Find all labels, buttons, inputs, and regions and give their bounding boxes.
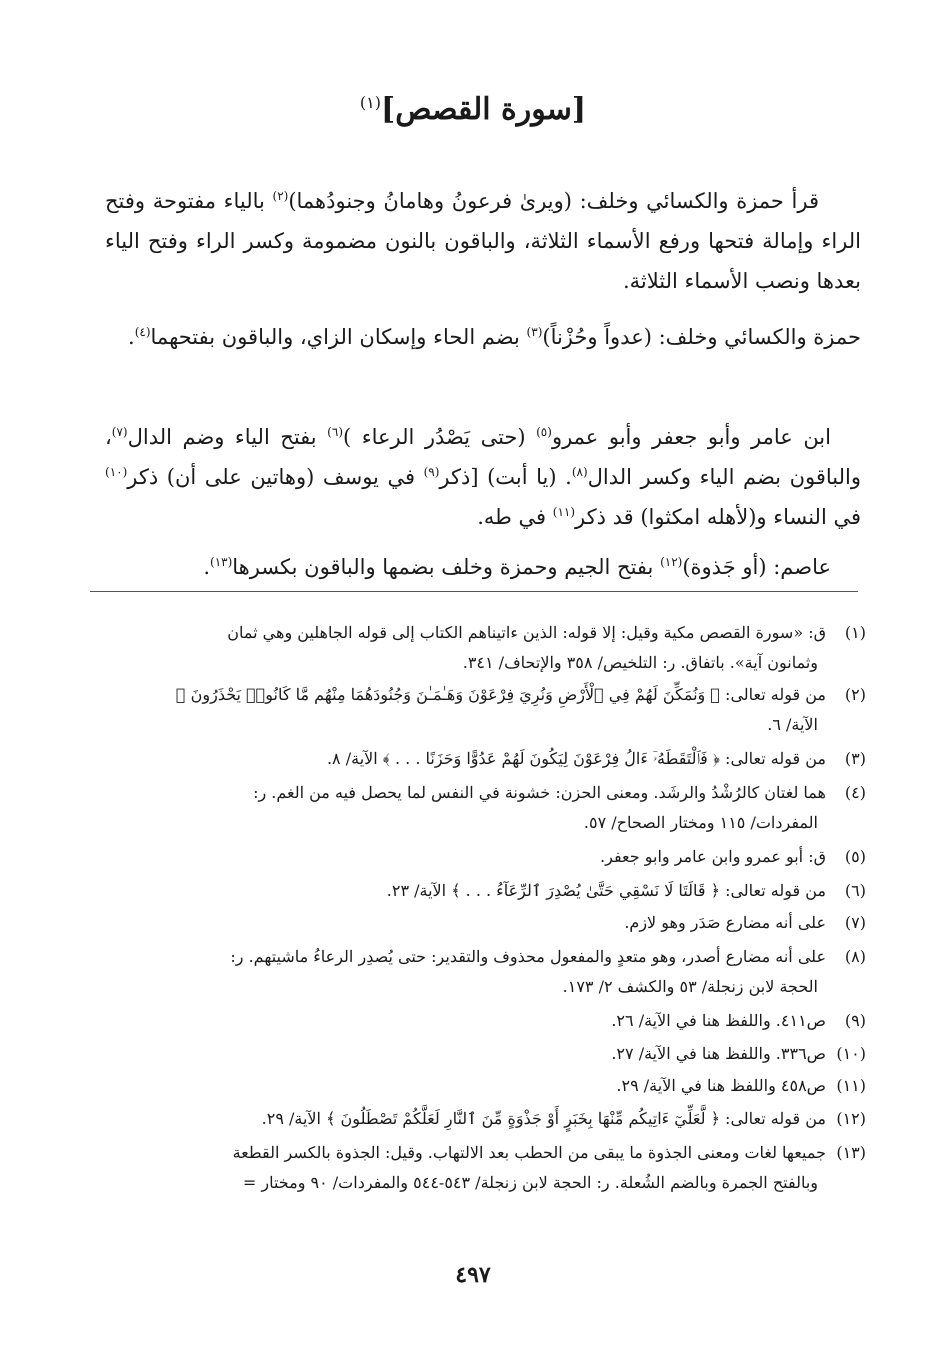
footnote-text: من قوله تعالى: ﴿ لَّعَلِّيٓ ءَاتِيكُم مِّنْهَا بِخَبَرٍ أَوْ جَذْوَةٍ مِّنَ ٱلنَّارِ لَعَلَّكُمْ تَصْطَلُونَ ﴾ الآية/ ٢٩. [261,1109,826,1128]
footnote-continuation: المفردات/ ١١٥ ومختار الصحاح/ ٥٧. [583,813,818,832]
footnote-text: ص٣٣٦. واللفظ هنا في الآية/ ٢٧. [611,1044,826,1063]
surah-title-text: [سورة القصص] [381,92,587,127]
footnote-text: جميعها لغات ومعنى الجذوة ما يبقى من الحطب بعد الالتهاب. وقيل: الجذوة بالكسر القطعة [232,1143,826,1162]
paragraph-4 [105,547,861,587]
surah-title [0,92,946,127]
footnote-ref-7: (٧) [111,425,128,439]
footnote-number: (٦) [844,881,866,900]
footnote-number: (٤) [844,783,866,802]
paragraph-1-text-a: قرأ حمزة والكسائي وخلف: (ويرىٰ فرعونُ وهامانُ وجنودُهما) [288,189,819,213]
footnote-ref-4: (٤) [134,325,151,339]
footnote-ref-2: (٢) [272,189,289,203]
footnote-continuation: الحجة لابن زنجلة/ ٥٣ والكشف ٢/ ١٧٣. [562,977,818,996]
footnote-number: (١٠) [836,1044,866,1063]
paragraph-3-text-g: في النساء و(لأهله امكثوا) قد ذكر [575,505,861,529]
footnote-text: ق: «سورة القصص مكية وقيل: إلا قوله: الذين ءاتيناهم الكتاب إلى قوله الجاهلين وهي ثمان [227,623,826,642]
footnote-13 [100,1138,866,1198]
footnote-text: من قوله تعالى: ﴿ وَنُمَكِّنَ لَهُمْ فِي ٱلْأَرْضِ وَنُرِيَ فِرْعَوْنَ وَهَـٰمَـٰنَ وَجُنُودَهُمَا مِنْهُم مَّا كَانُوا۟ يَحْذَرُونَ ﴾ [175,685,826,704]
paragraph-4-text-b: بفتح الجيم وحمزة وخلف بضمها والباقون بكسرها [232,555,661,579]
footnote-text: ص٤١١. واللفظ هنا في الآية/ ٢٦. [611,1011,826,1030]
footnote-9 [100,1006,866,1036]
footnote-line [100,1104,866,1134]
footnote-ref-5: (٥) [536,425,552,439]
footnote-5 [100,842,866,872]
paragraph-3 [105,417,861,537]
footnote-text: على أنه مضارع أصدر، وهو متعدٍ والمفعول محذوف والتقدير: حتى يُصدِر الرعاءُ ماشيتهم. ر: [230,947,826,966]
footnote-number: (٢) [844,685,866,704]
paragraph-1 [105,181,861,301]
page-number: ٤٩٧ [455,1262,491,1288]
footnote-ref-3: (٣) [526,325,543,339]
footnote-line [100,680,866,710]
footnote-6 [100,876,866,906]
footnote-text: ص٤٥٨ واللفظ هنا في الآية/ ٢٩. [616,1076,826,1095]
footnote-10 [100,1039,866,1069]
footnote-7 [100,908,866,938]
paragraph-4-text-c: . [203,555,210,579]
title-footnote-ref: (١) [359,93,381,112]
footnote-number: (٣) [844,749,866,768]
paragraph-2-text-a: حمزة والكسائي وخلف: (عدواً وحُزْناً) [542,325,861,349]
footnote-text: على أنه مضارع صَدَر وهو لازم. [624,913,826,932]
paragraph-2-text-c: . [128,325,135,349]
footnote-line [100,778,866,808]
footnote-number: (٩) [844,1011,866,1030]
footnote-number: (١) [844,623,866,642]
footnote-line [100,1039,866,1069]
footnote-text: من قوله تعالى: ﴿ فَٱلْتَقَطَهُۥٓ ءَالُ فِرْعَوْنَ لِيَكُونَ لَهُمْ عَدُوًّا وَحَزَنًا . . . ﴾ الآية/ ٨. [326,749,826,768]
footnote-ref-6: (٦) [327,425,343,439]
paragraph-3-text-f: في يوسف (وهاتين على أن) ذكر [127,465,424,489]
footnote-number: (١٣) [836,1143,866,1162]
footnote-ref-11: (١١) [552,505,576,519]
paragraph-4-text-a: عاصم: (أو جَذوة) [682,555,831,579]
footnote-divider [90,591,858,592]
footnote-text: ق: أبو عمرو وابن عامر وابو جعفر. [600,847,826,866]
footnote-ref-12: (١٢) [660,555,683,569]
paragraph-2 [105,317,861,357]
footnote-line [100,942,866,972]
paragraph-1-text-b: بالياء مفتوحة وفتح الراء وإمالة فتحها ورفع الأسماء الثلاثة، والباقون بالنون مضمومة وكسر الراء وفتح الياء بعدها ونصب الأسماء الثلاثة. [105,189,861,293]
footnote-number: (٧) [844,913,866,932]
footnote-line [100,876,866,906]
footnote-line [100,842,866,872]
footnote-continuation: وثمانون آية». باتفاق. ر: التلخيص/ ٣٥٨ والإتحاف/ ٣٤١. [462,653,818,672]
footnote-text: هما لغتان كالرُشْدُ والرشَد. ومعنى الحزن: خشونة في النفس لما يحصل فيه من الغم. ر: [253,783,826,802]
footnote-ref-9: (٩) [423,465,440,479]
footnote-number: (٥) [844,847,866,866]
footnote-number: (١٢) [836,1109,866,1128]
paragraph-3-text-h: في طه. [477,505,553,529]
footnote-line [100,618,866,648]
paragraph-3-text-a: ابن عامر وأبو جعفر وأبو عمرو [551,425,831,449]
footnote-4 [100,778,866,838]
footnote-line [100,1071,866,1101]
footnote-line [100,1006,866,1036]
footnote-line [100,744,866,774]
footnote-ref-8: (٨) [571,465,588,479]
footnote-11 [100,1071,866,1101]
footnote-number: (٨) [844,947,866,966]
footnote-ref-10: (١٠) [105,465,128,479]
footnote-8 [100,942,866,1002]
footnote-line [100,1138,866,1168]
footnote-continuation: الآية/ ٦. [767,715,818,734]
paragraph-3-text-b: (حتى يَصْدُر الرعاء ) [343,425,537,449]
paragraph-3-text-e: . (يا أبت) [ذكر [439,465,572,489]
footnote-3 [100,744,866,774]
footnote-text: من قوله تعالى: ﴿ قَالَتَا لَا نَسْقِي حَتَّىٰ يُصْدِرَ ٱلرِّعَآءُ . . . ﴾ الآية/ ٢٣. [386,881,826,900]
paragraph-3-text-c: بفتح الياء وضم الدال [127,425,328,449]
footnote-2 [100,680,866,740]
paragraph-3-text-d: ، والباقون بضم الياء وكسر الدال [105,425,861,489]
footnote-line [100,908,866,938]
footnote-1 [100,618,866,678]
footnote-number: (١١) [836,1076,866,1095]
footnote-12 [100,1104,866,1134]
paragraph-2-text-b: بضم الحاء وإسكان الزاي، والباقون بفتحهما [150,325,527,349]
footnote-ref-13: (١٣) [210,555,233,569]
footnote-continuation: وبالفتح الجمرة وبالضم الشُعلة. ر: الحجة لابن زنجلة/ ٥٤٣-٥٤٤ والمفردات/ ٩٠ ومختار = [242,1173,818,1192]
